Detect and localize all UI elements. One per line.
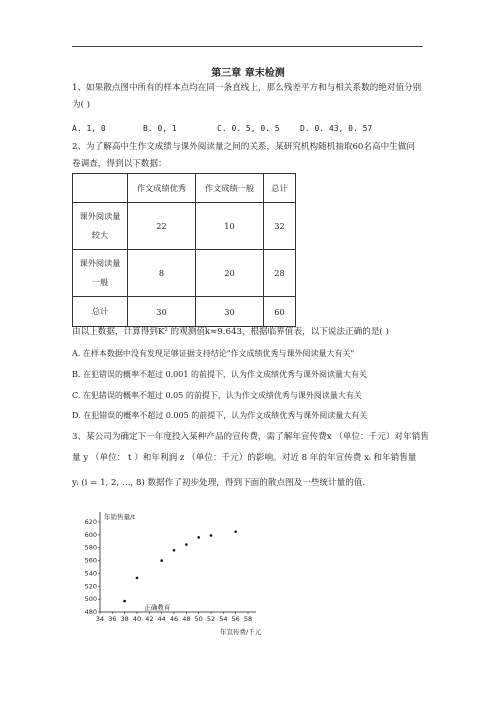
x-axis-label: 年宣传费/千元: [220, 628, 262, 635]
table-header-cell: 总计: [264, 174, 296, 203]
scatter-point: [173, 549, 176, 552]
page-title: 第三章 章末检测: [211, 68, 285, 79]
q1-stem-line2: 为( ): [72, 100, 91, 110]
table-row: [73, 203, 296, 250]
y-tick-label: 600: [84, 530, 97, 539]
scatter-point: [136, 577, 139, 580]
x-tick-label: 52: [206, 615, 216, 623]
x-tick-label: 56: [231, 615, 240, 623]
table-cell: 28: [264, 250, 296, 297]
table-cell: 32: [264, 203, 296, 250]
table-cell: 8: [128, 250, 196, 297]
table-header-row: [73, 174, 296, 203]
y-tick-label: 520: [84, 582, 97, 591]
scatter-point: [185, 543, 188, 546]
y-axis-label: 年销售量/t: [104, 513, 135, 521]
scatter-point: [197, 536, 200, 539]
y-tick-label: 560: [84, 556, 97, 565]
table-cell: 30: [196, 297, 264, 327]
q1-stem-line1: 1、如果散点图中所有的样本点均在同一条直线上，那么残差平方和与相关系数的绝对值分别: [72, 83, 422, 93]
q1-option-d: D. 0. 43, 0. 57: [300, 124, 373, 133]
x-tick-label: 40: [132, 615, 142, 623]
table-cell: 20: [196, 250, 264, 297]
y-tick-label: 480: [84, 608, 97, 616]
q2-stem-line2: 卷调查，得到以下数据：: [72, 159, 167, 169]
table-row: [73, 297, 296, 327]
y-tick-label: 540: [84, 569, 97, 578]
q2-option-b: B. 在犯错误的概率不超过 0.001 的前提下，认为作文成绩优秀与课外阅读量大有关: [72, 370, 367, 379]
q2-option-c: C. 在犯错误的概率不超过 0.05 的前提下，认为作文成绩优秀与课外阅读量大有关: [72, 391, 362, 400]
x-tick-label: 44: [157, 615, 166, 623]
x-tick-label: 58: [243, 615, 253, 623]
row-label-line: 一般: [91, 277, 109, 287]
y-tick-label: 620: [84, 518, 97, 526]
table-header-cell: [73, 174, 128, 203]
table-row-label: 总计: [73, 297, 128, 327]
q3-stem-line1: 3、某公司为确定下一年度投入某种产品的宣传费，需了解年宣传费x （单位：千元）对年销售: [72, 432, 429, 442]
table-cell: 60: [264, 297, 296, 327]
q3-stem-line3: yᵢ (i = 1, 2, …, 8) 数据作了初步处理，得到下面的散点图及一些统计量的值.: [72, 478, 366, 488]
q2-stem-line1: 2、为了解高中生作文成绩与课外阅读量之间的关系，某研究机构随机抽取60名高中生做问: [72, 142, 415, 152]
q2-option-d: D. 在犯错误的概率不超过 0.005 的前提下，认为作文成绩优秀与课外阅读量大有关: [72, 411, 368, 420]
watermark-text: 正确教育: [144, 603, 171, 612]
x-tick-label: 36: [108, 615, 117, 623]
scatter-point: [210, 534, 213, 537]
x-tick-label: 48: [182, 615, 191, 623]
x-tick-label: 34: [95, 615, 105, 623]
contingency-table: [72, 173, 296, 327]
x-tick-label: 42: [145, 615, 154, 623]
table-header-cell: 作文成绩一般: [196, 174, 264, 203]
scatter-point: [123, 600, 126, 603]
row-label-line: 较大: [91, 230, 109, 240]
chart-layer: [85, 512, 262, 635]
row-label-line: 课外阅读量: [79, 258, 121, 268]
x-tick-label: 38: [120, 615, 129, 623]
row-label-line: 课外阅读量: [79, 211, 121, 221]
q2-question: 由以上数据，计算得到K² 的观测值k≈9.643，根据临界值表，以下说法正确的是( ): [72, 327, 389, 337]
y-tick-label: 580: [84, 543, 97, 552]
table-row-label: [73, 250, 128, 297]
q1-option-a: A. 1, 0: [72, 124, 106, 133]
x-tick-label: 50: [194, 615, 203, 623]
table-cell: 10: [196, 203, 264, 250]
scatter-chart: [74, 505, 274, 635]
table-header-cell: 作文成绩优秀: [128, 174, 196, 203]
q1-option-b: B. 0, 1: [143, 124, 177, 133]
scatter-point: [234, 530, 237, 533]
x-tick-label: 46: [169, 615, 179, 623]
table-cell: 30: [128, 297, 196, 327]
q3-stem-line2: 量 y （单位： t ）和年利润 z （单位：千元）的影响。对近 8 年的年宣传费 xᵢ 和年销售量: [72, 453, 417, 463]
table-cell: 22: [128, 203, 196, 250]
q2-option-a: A. 在样本数据中没有发现足够证据支持结论"作文成绩优秀与课外阅读量大有关": [72, 349, 355, 358]
table-row-label: [73, 203, 128, 250]
x-tick-label: 54: [219, 615, 228, 623]
scatter-point: [160, 559, 163, 562]
y-tick-label: 500: [84, 595, 97, 604]
header-rule: [72, 46, 423, 47]
q1-option-c: C. 0. 5, 0. 5: [217, 124, 280, 133]
table-row: [73, 250, 296, 297]
